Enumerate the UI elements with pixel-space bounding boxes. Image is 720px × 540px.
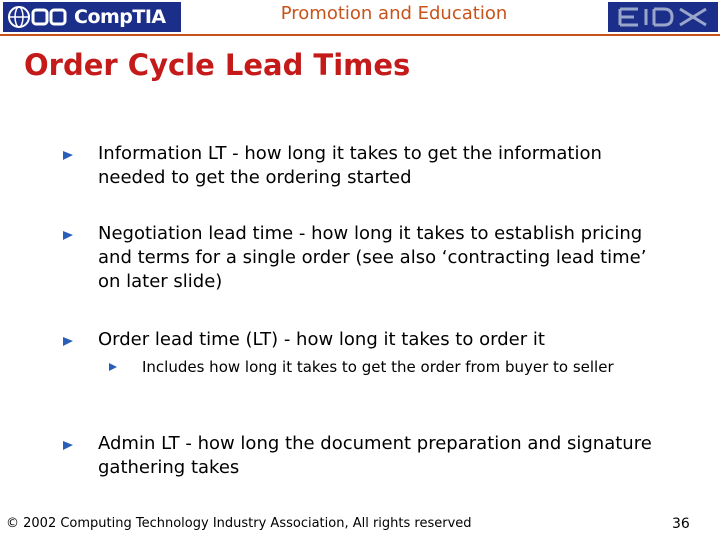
bullet-text: Order lead time (LT) - how long it takes to order it	[98, 329, 545, 350]
bullet-item	[62, 432, 662, 480]
eidx-logo-icon	[608, 2, 718, 32]
sub-bullet-item	[108, 357, 668, 377]
section-title: Promotion and Education	[280, 3, 508, 24]
bullet-item	[62, 142, 662, 190]
logo-mark-icon	[31, 6, 71, 28]
page-number: 36	[672, 516, 690, 532]
copyright-notice: © 2002 Computing Technology Industry Association, All rights reserved	[6, 516, 472, 531]
header-banner	[0, 0, 720, 34]
bullet-text: Negotiation lead time - how long it takes to establish pricing and terms for a single order (see also ‘contracting lead time’ on later slide)	[98, 223, 647, 292]
logo-text: CompTIA	[74, 6, 166, 28]
bullet-text: Admin LT - how long the document preparation and signature gathering takes	[98, 433, 652, 478]
sub-bullet-marker-icon	[108, 362, 118, 372]
eidx-logo	[608, 2, 718, 32]
slide-title: Order Cycle Lead Times	[24, 48, 411, 82]
comptia-logo	[3, 2, 181, 32]
header-divider	[0, 34, 720, 36]
bullet-item	[62, 222, 662, 294]
bullet-marker-icon	[62, 335, 74, 347]
bullet-marker-icon	[62, 149, 74, 161]
bullet-marker-icon	[62, 439, 74, 451]
bullet-item	[62, 328, 662, 352]
globe-icon	[7, 5, 31, 29]
svg-text:EIDX: EIDX	[663, 21, 666, 22]
bullet-text: Information LT - how long it takes to get the information needed to get the ordering started	[98, 143, 602, 188]
bullet-marker-icon	[62, 229, 74, 241]
sub-bullet-text: Includes how long it takes to get the order from buyer to seller	[142, 358, 614, 376]
